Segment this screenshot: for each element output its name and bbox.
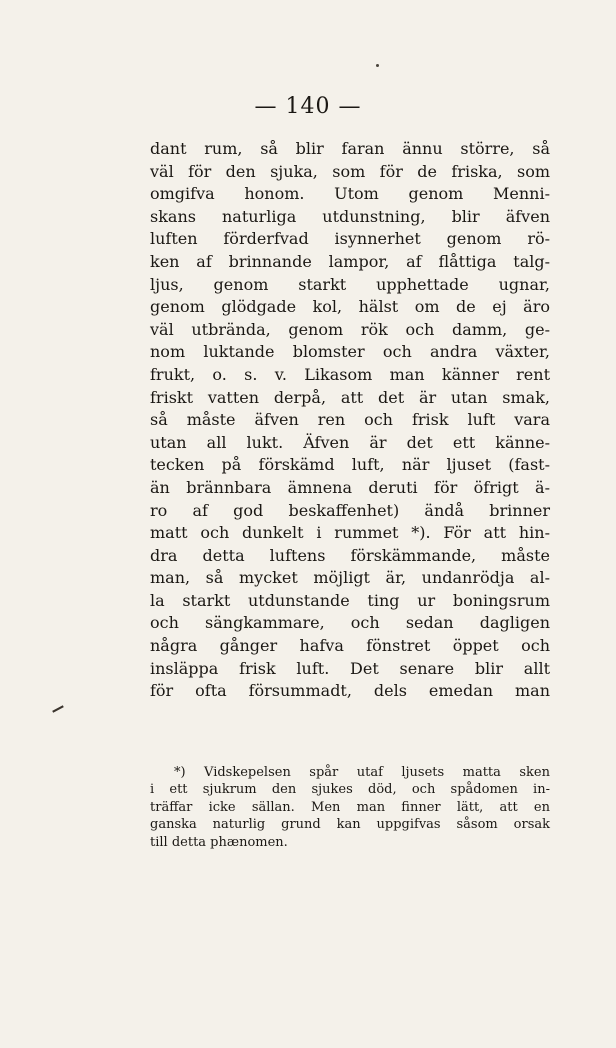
- text-line: dra detta luftens förskämmande, måste: [150, 545, 550, 565]
- footnote-line: *) Vidskepelsen spår utaf ljusets matta sken: [174, 765, 550, 780]
- text-line: skans naturliga utdunstning, blir äfven: [150, 206, 550, 226]
- body-text: [150, 138, 550, 703]
- margin-mark: [52, 705, 64, 712]
- text-line: tecken på förskämd luft, när ljuset (fast-: [150, 455, 550, 475]
- text-line: friskt vatten derpå, att det är utan smak,: [150, 387, 550, 407]
- text-line: så måste äfven ren och frisk luft vara: [150, 410, 550, 430]
- text-line: frukt, o. s. v. Likasom man känner rent: [150, 364, 550, 384]
- text-line: genom glödgade kol, hälst om de ej äro: [150, 297, 550, 317]
- ink-speck: [376, 64, 379, 67]
- text-line: ro af god beskaffenhet) ändå brinner: [150, 500, 550, 520]
- text-line: några gånger hafva fönstret öppet och: [150, 636, 550, 656]
- text-line: väl utbrända, genom rök och damm, ge-: [150, 319, 550, 339]
- text-line: man, så mycket möjligt är, undanrödja al-: [150, 568, 550, 588]
- footnote-line: till detta phænomen.: [150, 834, 288, 850]
- page-number: — 140 —: [254, 94, 362, 119]
- text-line: luften förderfvad isynnerhet genom rö-: [150, 229, 550, 249]
- footnote-line: träffar icke sällan. Men man finner lätt, att en: [150, 799, 550, 815]
- text-line: ken af brinnande lampor, af flåttiga talg-: [150, 251, 550, 271]
- text-line: än brännbara ämnena deruti för öfrigt ä-: [150, 477, 550, 497]
- text-line: och sängkammare, och sedan dagligen: [150, 613, 550, 633]
- text-line: insläppa frisk luft. Det senare blir allt: [150, 658, 550, 678]
- text-line: ljus, genom starkt upphettade ugnar,: [150, 274, 550, 294]
- text-line: utan all lukt. Äfven är det ett känne-: [150, 432, 550, 452]
- footnote: [150, 764, 550, 851]
- footnote-line: i ett sjukrum den sjukes död, och spådomen in-: [150, 782, 550, 798]
- text-line: matt och dunkelt i rummet *). För att hin-: [150, 523, 550, 543]
- text-line: nom luktande blomster och andra växter,: [150, 342, 550, 362]
- footnote-line: ganska naturlig grund kan uppgifvas såsom orsak: [150, 817, 550, 833]
- text-line: för ofta försummadt, dels emedan man: [150, 681, 550, 701]
- text-line: omgifva honom. Utom genom Menni-: [150, 184, 550, 204]
- text-line: la starkt utdunstande ting ur boningsrum: [150, 590, 550, 610]
- text-line: väl för den sjuka, som för de friska, som: [150, 161, 550, 181]
- text-line: dant rum, så blir faran ännu större, så: [150, 139, 550, 158]
